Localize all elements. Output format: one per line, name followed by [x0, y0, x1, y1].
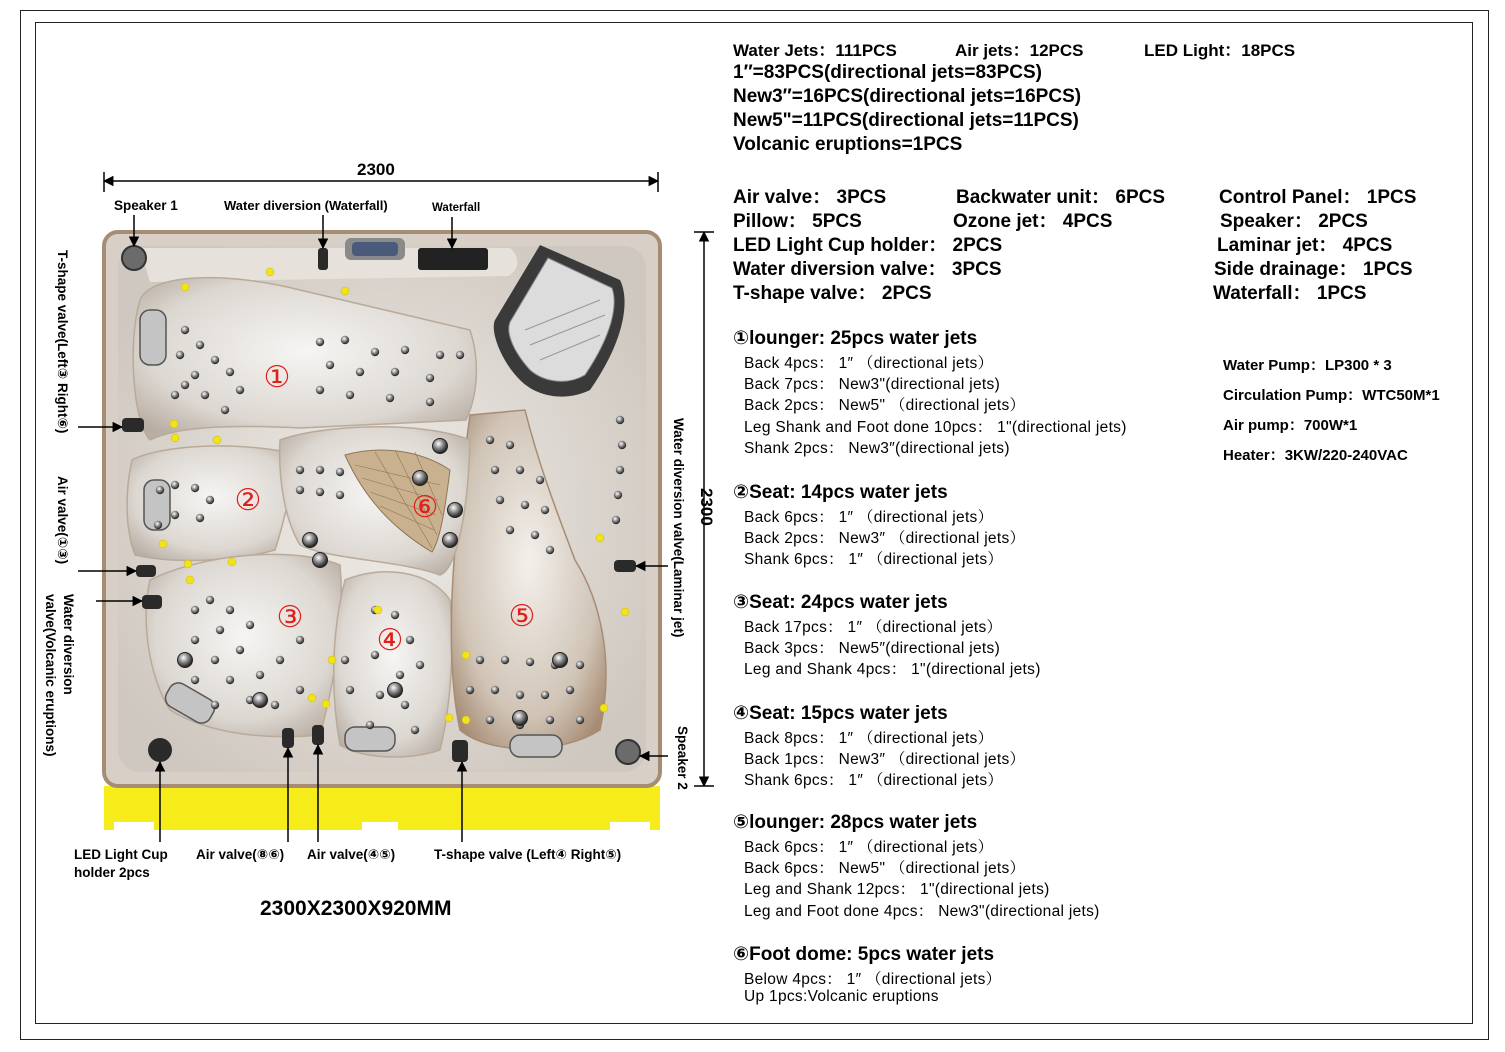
water-jet: [191, 484, 199, 492]
water-jet: [614, 491, 622, 499]
led-light: [328, 656, 336, 664]
led-cup-holder-label-2: holder 2pcs: [74, 865, 150, 880]
water-jet: [341, 656, 349, 664]
water-jet: [416, 661, 424, 669]
water-jet: [196, 514, 204, 522]
water-jet: [366, 721, 374, 729]
seat-number-5: ⑤: [508, 600, 536, 633]
water-jet: [176, 351, 184, 359]
led-light: [266, 268, 274, 276]
overall-dimensions: 2300X2300X920MM: [260, 897, 452, 920]
comp-ozone-jet: Ozone jet： 4PCS: [953, 211, 1113, 232]
water-jet: [396, 671, 404, 679]
water-jet: [316, 386, 324, 394]
water-jet: [211, 656, 219, 664]
water-jet: [346, 391, 354, 399]
water-jet: [491, 686, 499, 694]
water-jet: [426, 374, 434, 382]
air-jets-summary: [955, 36, 1084, 61]
section-line: Up 1pcs:Volcanic eruptions: [744, 988, 939, 1006]
water-jet: [326, 361, 334, 369]
water-jet: [536, 476, 544, 484]
led-light: [445, 714, 453, 722]
water-jet: [411, 726, 419, 734]
large-water-jet: [553, 653, 568, 668]
large-water-jet: [253, 693, 268, 708]
water-jet: [181, 326, 189, 334]
water-jet: [391, 368, 399, 376]
water-jet: [521, 501, 529, 509]
control-panel: [345, 238, 405, 260]
water-jet: [201, 391, 209, 399]
comp-backwater-unit: Backwater unit： 6PCS: [956, 187, 1166, 208]
waterfall-label: Waterfall: [432, 202, 481, 214]
section-title: ②Seat: 14pcs water jets: [733, 482, 948, 503]
water-jet: [401, 701, 409, 709]
led-light: [322, 700, 330, 708]
width-label: 2300: [357, 160, 395, 179]
pump-water: Water Pump：LP300 * 3: [1223, 357, 1392, 374]
jet-line-3: New5"=11PCS(directional jets=11PCS): [733, 110, 1079, 131]
comp-tshape-valve: T-shape valve： 2PCS: [733, 283, 932, 304]
water-jet: [236, 646, 244, 654]
water-jet: [181, 381, 189, 389]
water-jet: [531, 531, 539, 539]
water-jet: [296, 486, 304, 494]
large-water-jet: [433, 439, 448, 454]
section-line: Back 6pcs： New5" （directional jets）: [744, 860, 1026, 878]
section-line: Back 1pcs： New3″ （directional jets）: [744, 751, 1026, 769]
pump-heater: Heater：3KW/220-240VAC: [1223, 447, 1408, 464]
water-jet: [506, 526, 514, 534]
water-jet: [226, 368, 234, 376]
water-jet: [296, 636, 304, 644]
water-jets-label: Water Jets：: [733, 41, 836, 60]
water-jet: [491, 466, 499, 474]
air-jets-label: Air jets：: [955, 41, 1030, 60]
water-jet: [618, 441, 626, 449]
section-line: Back 7pcs： New3"(directional jets): [744, 376, 1001, 394]
water-jet: [336, 468, 344, 476]
jet-line-2: New3″=16PCS(directional jets=16PCS): [733, 86, 1082, 107]
water-jet: [501, 656, 509, 664]
seat-number-2: ②: [234, 484, 262, 517]
water-jet: [171, 481, 179, 489]
water-jet: [616, 416, 624, 424]
led-light: [341, 287, 349, 295]
comp-speaker: Speaker： 2PCS: [1220, 211, 1368, 232]
jet-line-1: 1″=83PCS(directional jets=83PCS): [733, 62, 1043, 83]
water-jet: [386, 394, 394, 402]
water-diversion-volcanic-label-2: valve(Volcanic eruptions): [43, 594, 58, 757]
led-light: [228, 558, 236, 566]
water-jet: [546, 546, 554, 554]
large-water-jet: [443, 533, 458, 548]
water-jet: [246, 621, 254, 629]
section-line: Shank 2pcs： New3″(directional jets): [744, 439, 1010, 457]
water-jet: [616, 466, 624, 474]
led-light: [181, 283, 189, 291]
water-jet: [156, 486, 164, 494]
section-title: ④Seat: 15pcs water jets: [733, 703, 948, 724]
speaker-1-label: Speaker 1: [114, 198, 178, 213]
water-jet: [211, 356, 219, 364]
water-jet: [211, 701, 219, 709]
water-jet: [271, 701, 279, 709]
water-jet: [356, 368, 364, 376]
water-jet: [516, 466, 524, 474]
section-title: ⑥Foot dome: 5pcs water jets: [733, 944, 995, 965]
section-line: Below 4pcs： 1″ （directional jets）: [744, 971, 1002, 988]
comp-led-cup-holder: LED Light Cup holder： 2PCS: [733, 235, 1003, 256]
water-jet: [296, 466, 304, 474]
water-jet: [426, 398, 434, 406]
water-jet: [391, 611, 399, 619]
water-jet: [506, 441, 514, 449]
led-light: [186, 576, 194, 584]
water-jet: [296, 686, 304, 694]
seat-number-3: ③: [276, 601, 304, 634]
large-water-jet: [313, 553, 328, 568]
comp-water-diversion-valve: Water diversion valve： 3PCS: [733, 259, 1002, 280]
water-jet: [456, 351, 464, 359]
water-jet: [206, 496, 214, 504]
water-jet: [191, 676, 199, 684]
water-jet: [406, 636, 414, 644]
seat-number-6: ⑥: [411, 491, 439, 524]
large-water-jet: [388, 683, 403, 698]
section-line: Back 6pcs： 1″ （directional jets）: [744, 509, 994, 526]
tshape-valve-bottom-label: T-shape valve (Left④ Right⑤): [434, 847, 622, 862]
summary-line-1: [733, 36, 897, 61]
pump-air: Air pump：700W*1: [1223, 417, 1358, 434]
section-title: ⑤lounger: 28pcs water jets: [733, 812, 978, 833]
water-diversion-volcanic-label-1: Water diversion: [61, 594, 76, 695]
pump-circulation: Circulation Pump：WTC50M*1: [1223, 387, 1440, 404]
speaker-1: [122, 246, 146, 270]
water-jet: [226, 606, 234, 614]
speaker-2: [616, 740, 640, 764]
comp-control-panel: Control Panel： 1PCS: [1219, 187, 1417, 208]
water-jet: [256, 671, 264, 679]
water-jet: [191, 371, 199, 379]
seat-number-4: ④: [376, 624, 404, 657]
section-title: ①lounger: 25pcs water jets: [733, 328, 978, 349]
water-jet: [316, 338, 324, 346]
led-light: [184, 560, 192, 568]
section-line: Back 17pcs： 1″ （directional jets）: [744, 619, 1003, 636]
led-light: [213, 436, 221, 444]
comp-laminar-jet: Laminar jet： 4PCS: [1217, 235, 1393, 256]
water-jet: [612, 516, 620, 524]
water-jet: [476, 656, 484, 664]
water-diversion-waterfall-label: Water diversion (Waterfall): [224, 198, 388, 213]
water-jet: [576, 661, 584, 669]
large-water-jet: [303, 533, 318, 548]
water-jet: [496, 496, 504, 504]
water-jet: [236, 386, 244, 394]
air-jets-value: 12PCS: [1029, 41, 1084, 60]
section-line: Leg and Shank 12pcs： 1"(directional jets): [744, 881, 1050, 899]
water-jet: [154, 521, 162, 529]
led-light: [171, 434, 179, 442]
seat-number-1: ①: [263, 361, 291, 394]
water-jet: [171, 391, 179, 399]
section-line: Leg and Foot done 4pcs： New3"(directional jets): [744, 902, 1100, 920]
water-jet: [371, 348, 379, 356]
water-jets-value: 111PCS: [835, 41, 897, 60]
water-jet: [526, 658, 534, 666]
section-line: Back 6pcs： 1″ （directional jets）: [744, 839, 994, 856]
height-label: 2300: [697, 488, 716, 526]
led-light-label: LED Light：: [1144, 41, 1242, 60]
comp-air-valve: Air valve： 3PCS: [733, 187, 887, 208]
water-jet: [546, 716, 554, 724]
water-jet: [341, 336, 349, 344]
water-jet: [436, 351, 444, 359]
water-jet: [401, 346, 409, 354]
led-cup-holder-label-1: LED Light Cup: [74, 847, 168, 862]
water-jet: [191, 606, 199, 614]
water-jet: [316, 466, 324, 474]
water-jet: [196, 341, 204, 349]
section-line: Back 2pcs： New5" （directional jets）: [744, 397, 1026, 415]
led-light: [374, 606, 382, 614]
section-line: Back 8pcs： 1″ （directional jets）: [744, 730, 994, 747]
large-water-jet: [413, 471, 428, 486]
comp-side-drainage: Side drainage： 1PCS: [1214, 259, 1413, 280]
section-line: Shank 6pcs： 1″ （directional jets）: [744, 551, 1004, 569]
water-jet: [336, 491, 344, 499]
water-jet: [486, 716, 494, 724]
air-valve-86-label: Air valve(⑧⑥): [196, 847, 285, 862]
led-light: [170, 420, 178, 428]
base-skirt: [104, 786, 660, 830]
led-light: [159, 540, 167, 548]
water-jet: [346, 686, 354, 694]
water-jet: [516, 691, 524, 699]
comp-pillow: Pillow： 5PCS: [733, 211, 862, 232]
led-light: [462, 716, 470, 724]
led-light: [462, 651, 470, 659]
speaker-2-label: Speaker 2: [675, 726, 690, 790]
led-light: [596, 534, 604, 542]
water-jet: [221, 406, 229, 414]
section-line: Leg Shank and Foot done 10pcs： 1"(directional jets): [744, 418, 1127, 436]
led-light: [600, 704, 608, 712]
water-jet: [576, 716, 584, 724]
waterfall-outlet: [418, 248, 488, 270]
air-valve-45-label: Air valve(④⑤): [307, 847, 396, 862]
jet-line-4: Volcanic eruptions=1PCS: [733, 134, 963, 155]
large-water-jet: [513, 711, 528, 726]
water-jet: [276, 656, 284, 664]
air-valve-13-label: Air valve(①③): [55, 476, 70, 565]
large-water-jet: [448, 503, 463, 518]
water-jet: [566, 686, 574, 694]
water-jet: [191, 636, 199, 644]
water-jet: [226, 676, 234, 684]
water-jet: [206, 596, 214, 604]
water-jet: [541, 691, 549, 699]
section-line: Back 3pcs： New5″(directional jets): [744, 640, 1001, 658]
water-jet: [316, 488, 324, 496]
water-jet: [376, 691, 384, 699]
tshape-valve-left-label: T-shape valve(Left③ Right⑥): [55, 250, 70, 434]
led-light-value: 18PCS: [1241, 41, 1296, 60]
section-line: Back 4pcs： 1″ （directional jets）: [744, 355, 994, 372]
water-jet: [466, 686, 474, 694]
led-light-summary: [1144, 36, 1295, 61]
water-jet: [171, 511, 179, 519]
comp-waterfall: Waterfall： 1PCS: [1213, 283, 1367, 304]
large-water-jet: [178, 653, 193, 668]
water-jet: [486, 436, 494, 444]
section-line: Back 2pcs： New3″ （directional jets）: [744, 530, 1026, 548]
led-light: [621, 608, 629, 616]
section-line: Shank 6pcs： 1″ （directional jets）: [744, 772, 1004, 790]
water-diversion-laminar-label: Water diversion valve(Laminar jet): [671, 418, 686, 638]
led-light: [308, 694, 316, 702]
section-line: Leg and Shank 4pcs： 1"(directional jets): [744, 661, 1041, 679]
water-jet: [541, 506, 549, 514]
section-title: ③Seat: 24pcs water jets: [733, 592, 948, 613]
water-jet: [216, 626, 224, 634]
